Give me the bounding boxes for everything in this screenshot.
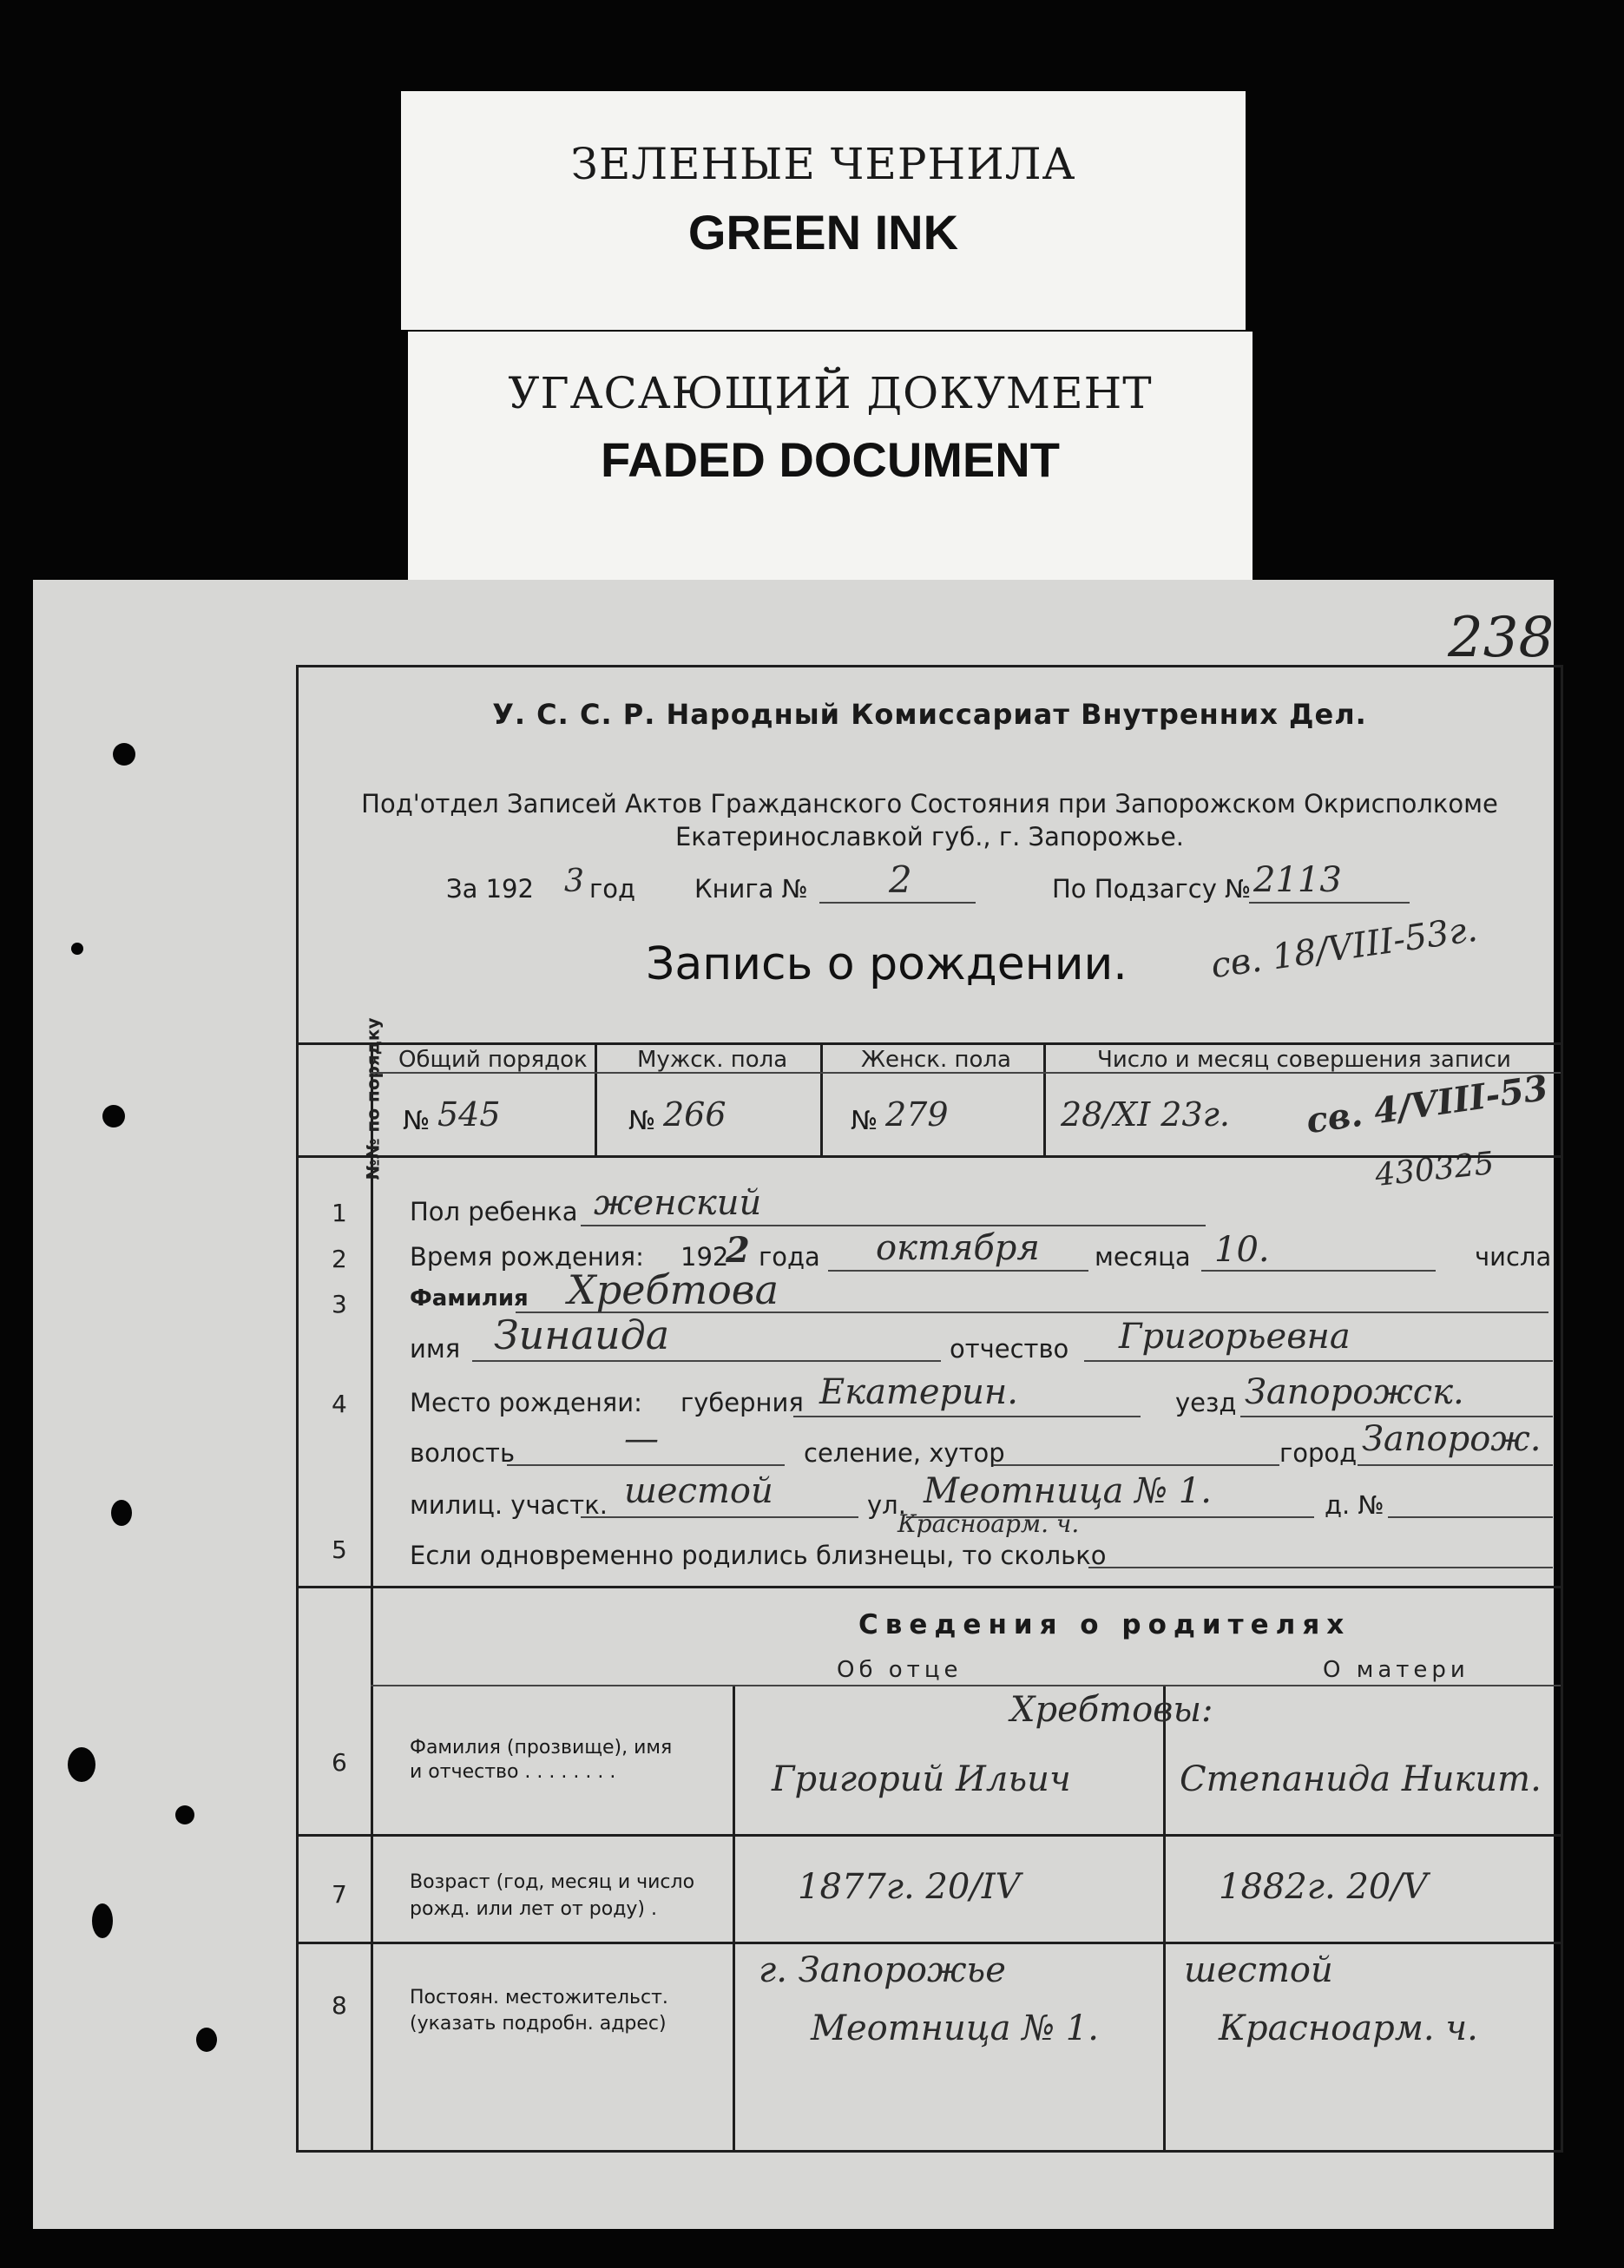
registry-office-heading: Под'отдел Записей Актов Гражданского Состояния при Запорожском Окрисполкоме — [361, 789, 1498, 818]
parent-name-label-2: и отчество . . . . . . . . — [410, 1761, 616, 1783]
row-number-5: 5 — [332, 1535, 347, 1564]
faded-document-english: FADED DOCUMENT — [601, 432, 1060, 487]
rule — [299, 1586, 1561, 1588]
rule — [371, 1685, 1561, 1686]
margin-annotation-number: 430325 — [1373, 1145, 1496, 1194]
female-header: Женск. пола — [861, 1047, 1011, 1073]
rule — [581, 1225, 1206, 1226]
punch-hole — [175, 1805, 194, 1824]
rule — [1163, 1686, 1166, 2150]
father-age-handwritten: 1877г. 20/IV — [798, 1867, 1021, 1907]
green-ink-russian: ЗЕЛЕНЫЕ ЧЕРНИЛА — [570, 139, 1076, 189]
father-column-head: Об отце — [837, 1657, 963, 1683]
city-label: город — [1279, 1438, 1358, 1468]
birth-year-handwritten: 2 — [726, 1230, 750, 1271]
title-margin-note: св. 18/VIII-53г. — [1208, 909, 1480, 987]
row-number-4: 4 — [332, 1390, 347, 1418]
gubernia-label: губерния — [681, 1388, 804, 1417]
uezd-label: уезд — [1175, 1388, 1237, 1417]
mother-column-head: О матери — [1323, 1657, 1469, 1683]
militia-label: милиц. участк. — [410, 1490, 608, 1520]
rule — [1201, 1270, 1436, 1272]
female-number-prefix: № — [851, 1106, 878, 1136]
rule — [993, 1464, 1279, 1466]
subregistry-handwritten: 2113 — [1253, 860, 1342, 900]
rule — [472, 1360, 941, 1362]
margin-annotation: св. 4/VIII-53 — [1304, 1067, 1551, 1142]
rule — [371, 1042, 373, 2150]
birth-month-handwritten: октября — [876, 1228, 1040, 1268]
street-label: ул. — [867, 1490, 906, 1520]
order-column-header — [309, 1017, 384, 1180]
twins-label: Если одновременно родились близнецы, то сколько — [410, 1541, 1107, 1570]
punch-hole — [71, 943, 83, 955]
volost-handwritten: — — [624, 1419, 659, 1459]
row-number-6: 6 — [332, 1748, 347, 1777]
green-ink-english: GREEN INK — [687, 205, 959, 260]
patronymic-handwritten: Григорьевна — [1119, 1317, 1351, 1357]
punch-hole — [68, 1747, 95, 1782]
age-label-2: рожд. или лет от роду) . — [410, 1898, 657, 1920]
birth-year-label: года — [759, 1242, 820, 1272]
year-handwritten: 3 — [564, 864, 584, 899]
rule — [507, 1464, 785, 1466]
volost-label: волость — [410, 1438, 516, 1468]
book-label: Книга № — [694, 874, 808, 904]
male-header: Мужск. пола — [637, 1047, 788, 1073]
record-title: Запись о рождении. — [646, 938, 1128, 990]
punch-hole — [92, 1903, 113, 1938]
order-column-label: №№ по порядку — [362, 1017, 384, 1180]
punch-hole — [111, 1500, 132, 1526]
age-label-1: Возраст (год, месяц и число — [410, 1871, 695, 1893]
rule — [299, 1942, 1561, 1944]
birth-day-label: числа — [1475, 1242, 1552, 1272]
rule — [820, 1042, 823, 1155]
mother-name-handwritten: Степанида Никит. — [1180, 1759, 1542, 1799]
row-number-1: 1 — [332, 1199, 347, 1227]
rule — [1240, 1416, 1553, 1417]
house-label: д. № — [1325, 1490, 1384, 1520]
row-number-8: 8 — [332, 1991, 347, 2020]
surname-handwritten: Хребтова — [568, 1266, 779, 1313]
record-date-handwritten: 28/XI 23г. — [1061, 1095, 1230, 1134]
birth-month-label: месяца — [1095, 1242, 1191, 1272]
address-label-2: (указать подробн. адрес) — [410, 2013, 667, 2035]
mother-address-handwritten: шестой — [1184, 1950, 1333, 1990]
book-handwritten: 2 — [889, 858, 912, 901]
birth-record-sheet — [33, 580, 1554, 2229]
rule — [1388, 1516, 1553, 1518]
row-number-3: 3 — [332, 1290, 347, 1318]
given-name-label: имя — [410, 1334, 461, 1364]
punch-hole — [196, 2028, 217, 2052]
rule — [299, 1042, 1561, 1045]
parents-surname-handwritten: Хребтовы: — [1010, 1690, 1213, 1730]
general-order-prefix: № — [403, 1106, 431, 1136]
row-number-2: 2 — [332, 1245, 347, 1273]
father-address-handwritten: г. Запорожье — [759, 1950, 1006, 1990]
father-address-line2-handwritten: Меотница № 1. — [811, 2008, 1099, 2048]
rule — [828, 1270, 1088, 1272]
street-handwritten: Меотница № 1. — [924, 1471, 1212, 1511]
rule — [581, 1516, 858, 1518]
uezd-handwritten: Запорожск. — [1245, 1372, 1464, 1412]
archive-page-number: 238 — [1448, 606, 1555, 670]
father-name-handwritten: Григорий Ильич — [772, 1759, 1071, 1799]
ministry-heading: У. С. С. Р. Народный Комиссариат Внутренних Дел. — [492, 698, 1367, 731]
rule — [793, 1416, 1141, 1417]
given-name-handwritten: Зинаида — [494, 1311, 670, 1358]
record-date-header: Число и месяц совершения записи — [1097, 1047, 1511, 1073]
female-number-handwritten: 279 — [885, 1095, 949, 1134]
rule — [1043, 1042, 1046, 1155]
birthplace-label: Место рожденяи: — [410, 1388, 642, 1417]
row-number-7: 7 — [332, 1880, 347, 1909]
subregistry-label: По Подзагсу № — [1052, 874, 1252, 904]
year-suffix: год — [589, 874, 636, 904]
birth-year-prefix: 192 — [681, 1242, 729, 1272]
sex-handwritten: женский — [594, 1183, 762, 1223]
year-label: За 192 — [446, 874, 534, 904]
sex-label: Пол ребенка — [410, 1197, 578, 1226]
parent-name-label-1: Фамилия (прозвище), имя — [410, 1737, 673, 1759]
punch-hole — [113, 743, 135, 766]
book-line — [819, 902, 976, 904]
rule — [1088, 1567, 1553, 1568]
mother-age-handwritten: 1882г. 20/V — [1219, 1867, 1428, 1907]
rule — [299, 1834, 1561, 1837]
general-order-header: Общий порядок — [398, 1047, 588, 1073]
rule — [1084, 1360, 1553, 1362]
green-ink-label-card — [401, 91, 1246, 330]
record-frame — [296, 665, 1563, 2153]
rule — [299, 1155, 1561, 1158]
militia-handwritten: шестой — [624, 1471, 773, 1511]
rule — [595, 1042, 597, 1155]
punch-hole — [102, 1105, 125, 1127]
birth-time-label: Время рождения: — [410, 1242, 644, 1272]
faded-document-russian: УГАСАЮЩИЙ ДОКУМЕНТ — [508, 368, 1153, 418]
gubernia-handwritten: Екатерин. — [819, 1372, 1018, 1412]
faded-document-label-card — [408, 332, 1253, 583]
mother-address-line2-handwritten: Красноарм. ч. — [1219, 2008, 1478, 2048]
subregistry-line — [1249, 902, 1410, 904]
rule — [1358, 1464, 1553, 1466]
rule — [733, 1686, 735, 2150]
birth-day-handwritten: 10. — [1214, 1230, 1270, 1270]
address-label-1: Постоян. местожительст. — [410, 1987, 668, 2008]
province-heading: Екатеринославкой губ., г. Запорожье. — [674, 822, 1185, 851]
male-number-prefix: № — [628, 1106, 656, 1136]
male-number-handwritten: 266 — [663, 1095, 727, 1134]
parents-section-title: Сведения о родителях — [858, 1609, 1351, 1640]
general-order-handwritten: 545 — [437, 1095, 501, 1134]
patronymic-label: отчество — [950, 1334, 1069, 1364]
settlement-label: селение, хутор — [804, 1438, 1005, 1468]
city-handwritten: Запорож. — [1362, 1419, 1542, 1459]
street-note-handwritten: Красноарм. ч. — [897, 1509, 1080, 1538]
surname-label: Фамилия — [410, 1285, 529, 1311]
